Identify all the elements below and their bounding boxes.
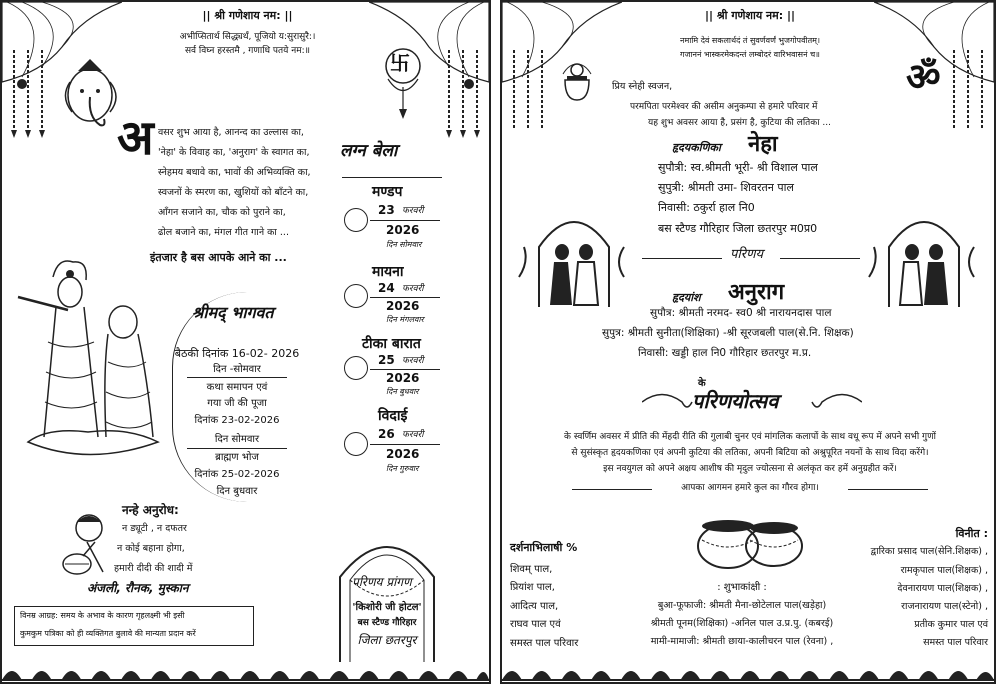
bride-detail: बस स्टैण्ड गौरिहार जिला छतरपुर म0प्र0	[658, 222, 818, 235]
vineet-name: प्रतीक कुमार पाल एवं	[914, 619, 988, 630]
bride-detail: निवासी: ठकुर्रा हाल नि0	[658, 201, 755, 214]
vineet-name: समस्त पाल परिवार	[923, 637, 988, 648]
venue-title: परिणय प्रांगण	[352, 575, 412, 589]
bhagwat-line: गया जी की पूजा	[207, 398, 267, 409]
bhagwat-line: दिनांक 25-02-2026	[194, 469, 280, 480]
shubhakankshi-title: : शुभाकांक्षी :	[717, 582, 767, 593]
page-header: || श्री गणेशाय नम: ||	[705, 9, 795, 22]
date-ornament-icon	[344, 284, 368, 308]
hanging-tassels-right	[443, 50, 483, 140]
swastik-pendant-decoration	[382, 47, 424, 119]
event-name: टीका बारात	[362, 336, 421, 352]
invitation-line: से सुसंस्कृत हृदयकणिका एवं अपनी कुटिया की लतिका, अपनी बिटिया को अश्रुपूरित नयनों के साथ विदा करेंगे।	[571, 448, 929, 458]
vineet-name: रामकृपाल पाल(शिक्षक) ,	[900, 565, 988, 576]
venue-line: जिला छतरपुर	[357, 633, 417, 647]
poem-line: आँगन सजाने का, चौक को पुराने का,	[158, 207, 286, 218]
ganesha-icon	[60, 57, 122, 132]
kids-line: हमारी दीदी की शादी में	[114, 563, 193, 574]
date-ornament-icon	[344, 208, 368, 232]
swastik-icon: 卐	[390, 51, 410, 75]
event-year: 2026	[386, 371, 420, 385]
footer-border-decoration	[2, 652, 489, 682]
title-flourish-decoration	[642, 382, 862, 422]
bride-label: हृदयकणिका	[672, 141, 721, 154]
couple-illustration-right	[864, 207, 984, 307]
request-note-line: कुमकुम पत्रिका को ही व्यक्तिगत बुलावे की मान्यता प्रदान करें	[20, 629, 196, 638]
event-month: फरवरी	[402, 430, 424, 440]
event-day: 26	[378, 427, 395, 441]
bride-detail: सुपुत्री: श्रीमती उमा- शिवरतन पाल	[658, 181, 794, 194]
waiting-line: इंतजार है बस आपके आने का ...	[150, 251, 287, 264]
groom-detail: सुपौत्र: श्रीमती नरमद- स्व0 श्री नारायनदास पाल	[650, 307, 832, 319]
darshan-title: दर्शनाभिलाषी %	[510, 541, 578, 554]
event-weekday: दिन सोमवार	[386, 240, 422, 249]
bhagwat-line: दिन बुधवार	[216, 486, 258, 497]
right-page	[500, 0, 996, 684]
event-weekday: दिन मंगलवार	[386, 315, 424, 324]
poem-line: वसर शुभ आया है, आनन्द का उल्लास का,	[158, 127, 304, 138]
poem-line: स्वजनों के स्मरण का, खुशियों को बाँटने का,	[158, 187, 309, 198]
request-note-line: विनम्र आग्रह: समय के अभाव के कारण गृहलक्ष्मी भी इसी	[20, 611, 185, 620]
hanging-tassels-right	[948, 50, 988, 140]
bride-detail: सुपौत्री: स्व.श्रीमती भूरी- श्री विशाल पाल	[658, 161, 818, 174]
event-month: फरवरी	[402, 284, 424, 294]
darshan-name: प्रियांश पाल,	[510, 582, 555, 593]
radha-krishna-illustration	[8, 252, 168, 467]
date-ornament-icon	[344, 432, 368, 456]
event-weekday: दिन बुधवार	[386, 387, 419, 396]
poem-line: 'नेहा' के विवाह का, 'अनुराग' के स्वागत का,	[158, 147, 310, 158]
event-month: फरवरी	[402, 356, 424, 366]
vineet-title: विनीत :	[955, 527, 988, 540]
darshan-name: शिवम् पाल,	[510, 564, 553, 575]
event-day: 24	[378, 281, 395, 295]
date-ornament-icon	[344, 356, 368, 380]
bhagwat-line: बैठकी दिनांक 16-02- 2026	[174, 347, 300, 360]
shubhakankshi-line: मामी-मामाजी: श्रीमती छाया-कालीचरन पाल (रेवना) ,	[650, 636, 834, 647]
footer-border-decoration	[502, 652, 994, 682]
intro-line: परमपिता परमेश्वर की असीम अनुकम्पा से हमारे परिवार में	[630, 102, 818, 112]
poem-line: ढोल बजाने का, मंगल गीत गाने का ...	[158, 227, 289, 238]
shubhakankshi-line: श्रीमती पूनम(शिक्षिका) -अनिल पाल उ.प्र.पु. (कबरई)	[650, 618, 834, 629]
vineet-name: राजनारायण पाल(स्टेनो) ,	[901, 601, 988, 612]
event-year: 2026	[386, 223, 420, 237]
lagan-bela-title: लग्न बेला	[340, 141, 398, 161]
dhol-drum-icon	[692, 510, 808, 572]
pariniyotsav-prefix: के	[698, 378, 706, 389]
event-year: 2026	[386, 299, 420, 313]
poem-line: स्नेहमय बधावे का, भावों की अभिव्यक्ति का,	[158, 167, 311, 178]
venue-line: 'किशोरी जी होटल'	[352, 602, 422, 613]
parinay-label: परिणय	[730, 247, 764, 262]
page-header: || श्री गणेशाय नम: ||	[202, 9, 293, 22]
shloka-line-2: सर्व विघ्न हरस्तमै , गणाधि पतये नम:॥	[184, 46, 311, 56]
bhagwat-line: दिन सोमवार	[214, 434, 260, 445]
event-year: 2026	[386, 447, 420, 461]
bride-name: नेहा	[748, 132, 778, 157]
event-month: फरवरी	[402, 206, 424, 216]
kids-request-title: नन्हे अनुरोध:	[122, 503, 179, 517]
shubhakankshi-line: बुआ-फूफाजी: श्रीमती मैना-छोटेलाल पाल(खड़ेहा)	[657, 600, 827, 611]
bhagwat-title: श्रीमद् भागवत	[192, 303, 274, 322]
event-name: मायना	[372, 264, 404, 280]
vineet-name: देवनारायण पाल(शिक्षक) ,	[897, 583, 988, 594]
kids-names: अंजली, रौनक, मुस्कान	[87, 581, 189, 595]
event-name: मण्डप	[372, 184, 403, 200]
event-weekday: दिन गुरुवार	[386, 464, 419, 473]
bhagwat-line: दिन -सोमवार	[213, 364, 261, 375]
bhagwat-line: दिनांक 23-02-2026	[194, 415, 280, 426]
bhagwat-line: कथा समापन एवं	[206, 382, 268, 393]
groom-name: अनुराग	[728, 280, 785, 305]
kids-line: न ड्यूटी , न दफतर	[122, 523, 187, 534]
darshan-name: आदित्य पाल,	[510, 601, 559, 612]
kalash-icon	[557, 60, 597, 102]
groom-label: हृदयांश	[672, 291, 701, 304]
shloka-line-1: नमामि देवं सकलार्थदं तं सुवर्णवर्णं भुजगोपवीतम्।	[680, 36, 820, 45]
intro-line: यह शुभ अवसर आया है, प्रसंग है, कुटिया की लतिका ...	[648, 118, 831, 128]
greeting-line: प्रिय स्नेही स्वजन,	[612, 81, 673, 92]
pariniyotsav-title: परिणयोत्सव	[692, 389, 779, 413]
darshan-name: राघव पाल एवं	[510, 619, 561, 630]
invitation-line: के स्वर्णिम अवसर में प्रीति की मेंहदी रीति की गुलाबी चुनर एवं मांगलिक कलापों के साथ वधू रूप में अपने सभी गुणों	[564, 432, 936, 442]
shloka-line-2: गजाननं भास्करमेकदन्तं लम्बोदरं वारिभवासनं च॥	[680, 50, 820, 59]
event-day: 25	[378, 353, 395, 367]
hanging-tassels-left	[508, 50, 548, 140]
groom-detail: सुपुत्र: श्रीमती सुनीता(शिक्षिका) -श्री सूरजबली पाल(से.नि. शिक्षक)	[602, 327, 854, 339]
bhagwat-line: ब्राह्मण भोज	[215, 452, 259, 463]
left-page	[0, 0, 491, 684]
kids-line: न कोई बहाना होगा,	[117, 543, 185, 554]
event-day: 23	[378, 203, 395, 217]
drummer-boy-icon	[57, 512, 115, 584]
invitation-line: इस नवयुगल को अपने अक्षय आशीष की मृदुल ज्योत्सना से अलंकृत कर हमें अनुग्रहीत करें।	[603, 464, 897, 474]
invitation-line: आपका आगमन हमारे कुल का गौरव होगा।	[681, 483, 819, 493]
couple-illustration-left	[514, 207, 634, 307]
divider	[342, 177, 442, 178]
poem-initial-letter: अ	[117, 110, 154, 166]
shloka-line-1: अभीप्सितार्थ सिद्ध्यर्थं, पूजियो य:सुरासुरै:।	[179, 32, 316, 42]
darshan-name: समस्त पाल परिवार	[510, 638, 579, 649]
venue-line: बस स्टैण्ड गौरिहार	[357, 618, 417, 628]
groom-detail: निवासी: खड्डी हाल नि0 गौरिहार छतरपुर म.प्र.	[638, 347, 812, 359]
om-icon: ॐ	[906, 55, 941, 99]
event-name: विदाई	[378, 408, 408, 424]
hanging-tassels-left	[8, 50, 48, 140]
vineet-name: द्वारिका प्रसाद पाल(सेनि.शिक्षक) ,	[870, 546, 988, 557]
